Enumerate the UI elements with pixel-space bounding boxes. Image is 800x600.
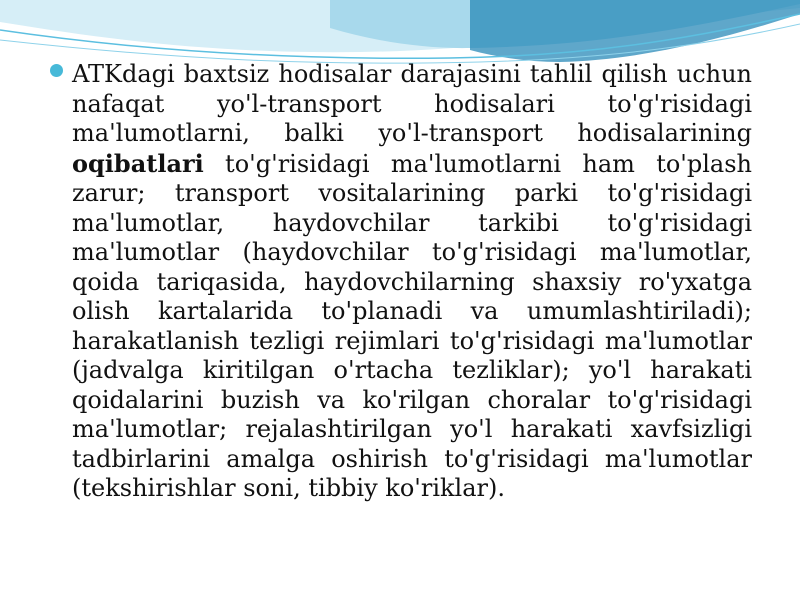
wave-front: [470, 0, 800, 62]
body-paragraph: [72, 60, 752, 504]
paragraph-part5: rejalashtirilgan yo'l harakati xavfsizligi tadbirlarini amalga oshirish to'g'risidagi ma'lumotlar (tekshirishlar soni, tibbiy ko'riklar).: [72, 415, 752, 502]
paragraph-part2: transport vositalarining parki to'g'risidagi ma'lumotlar, haydovchilar tarkibi to'g'risidagi ma'lumotlar (haydovchilar to'g'risidagi ma'lumotlar, qoida tariqasida, haydovchilarning shaxsiy ro'yxatga olish kartalarida to'planadi va umumlashtiriladi);: [72, 179, 752, 325]
paragraph-part3: harakatlanish tezligi rejimlari to'g'risidagi ma'lumotlar (jadvalga kiritilgan o'rtacha tezliklar);: [72, 326, 752, 384]
paragraph-after-bold: to'g'risidagi ma'lumotlarni ham to'plash zarur;: [72, 149, 752, 207]
paragraph-intro: ATKdagi baxtsiz hodisalar darajasini tahlil qilish uchun nafaqat yo'l-transport hodisalari to'g'risidagi ma'lumotlarni, balki yo'l-transport hodisalarining: [72, 60, 752, 147]
paragraph-part4: yo'l harakati qoidalarini buzish va ko'rilgan choralar to'g'risidagi ma'lumotlar;: [72, 356, 752, 443]
bullet-dot-icon: [50, 64, 63, 77]
paragraph-bold-term: oqibatlari: [72, 148, 204, 178]
